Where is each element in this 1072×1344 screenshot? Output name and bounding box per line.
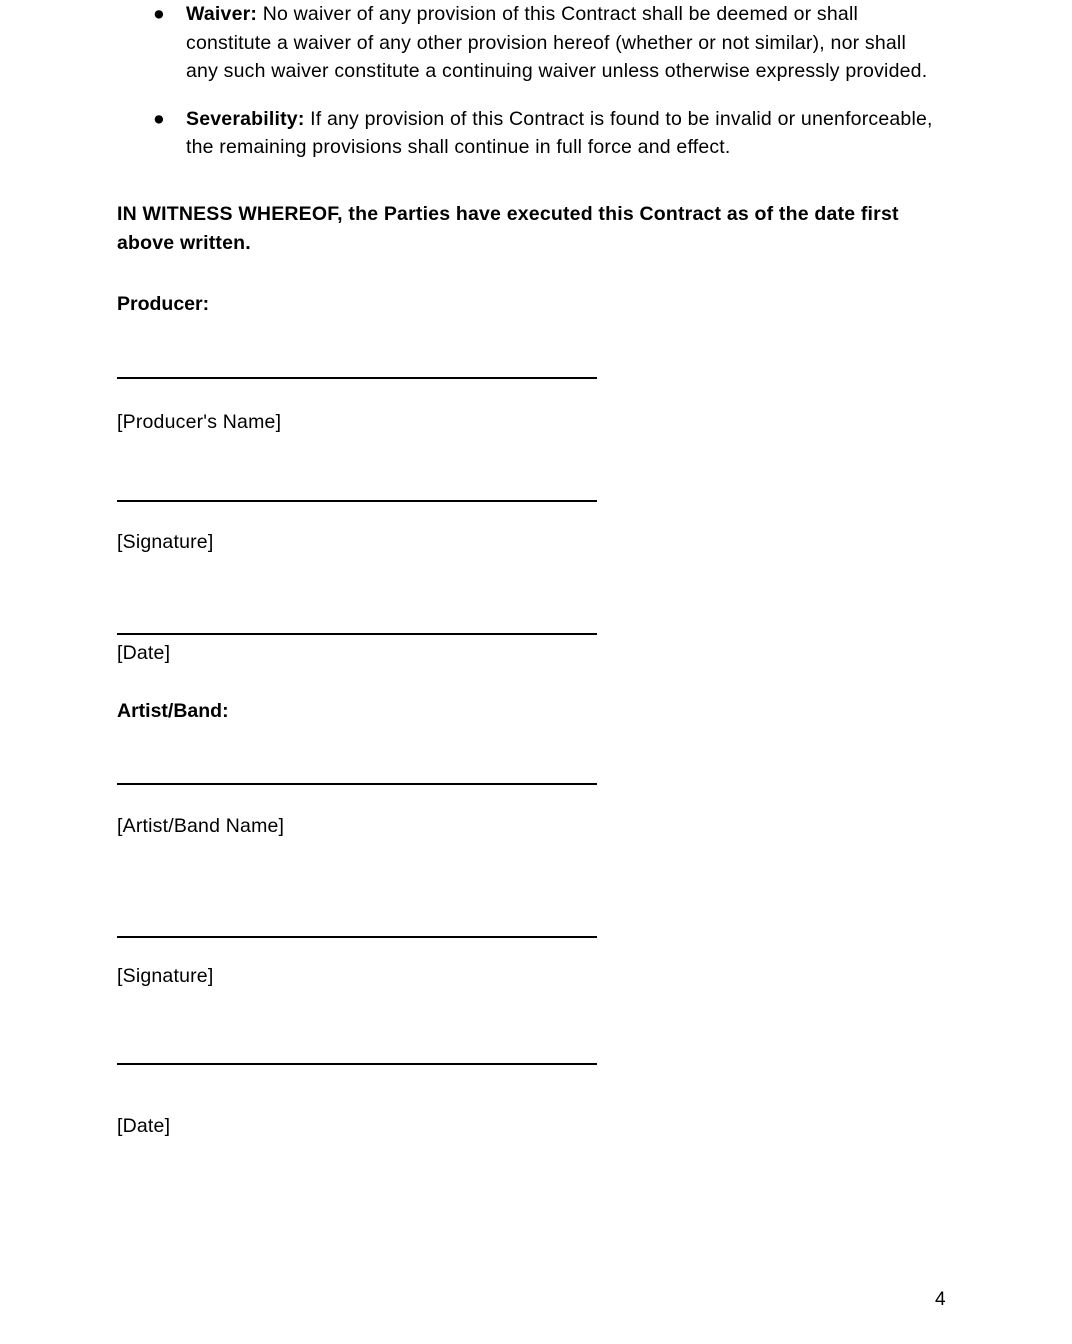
artist-date-label: [Date]	[117, 1115, 171, 1138]
producer-heading: Producer:	[117, 293, 210, 316]
spacer	[117, 502, 939, 528]
spacer	[117, 436, 939, 500]
spacer	[117, 938, 939, 962]
producer-signature-block	[117, 290, 939, 667]
spacer	[117, 1065, 939, 1112]
spacer	[117, 841, 939, 936]
artist-heading: Artist/Band:	[117, 699, 229, 722]
spacer	[117, 725, 939, 783]
clause-title-waiver: Waiver:	[186, 3, 258, 25]
artist-name-label: [Artist/Band Name]	[117, 815, 285, 838]
producer-signature-label: [Signature]	[117, 531, 214, 554]
spacer	[117, 319, 939, 377]
spacer	[117, 557, 939, 633]
producer-date-label: [Date]	[117, 641, 171, 664]
spacer	[117, 785, 939, 812]
page-number: 4	[935, 1289, 946, 1310]
spacer	[117, 379, 939, 408]
producer-name-label: [Producer's Name]	[117, 410, 282, 433]
clause-list	[117, 0, 939, 162]
bullet-icon: ●	[153, 107, 165, 130]
clause-body-severability: If any provision of this Contract is found to be invalid or unenforceable, the remaining provisions shall continue in full force and effect.	[186, 107, 933, 159]
artist-signature-block	[117, 697, 939, 1141]
artist-signature-label: [Signature]	[117, 964, 214, 987]
bullet-icon: ●	[153, 3, 165, 25]
list-item	[117, 105, 939, 162]
witness-clause: IN WITNESS WHEREOF, the Parties have executed this Contract as of the date first above written.	[117, 202, 899, 254]
clause-body-waiver: No waiver of any provision of this Contract shall be deemed or shall constitute a waiver of any other provision hereof (whether or not similar), nor shall any such waiver constitute a continuing waiver unless otherwise expressly provided.	[186, 3, 928, 83]
spacer	[117, 990, 939, 1063]
clause-title-severability: Severability:	[186, 107, 305, 130]
page-content	[117, 0, 939, 1141]
list-item	[117, 0, 939, 86]
